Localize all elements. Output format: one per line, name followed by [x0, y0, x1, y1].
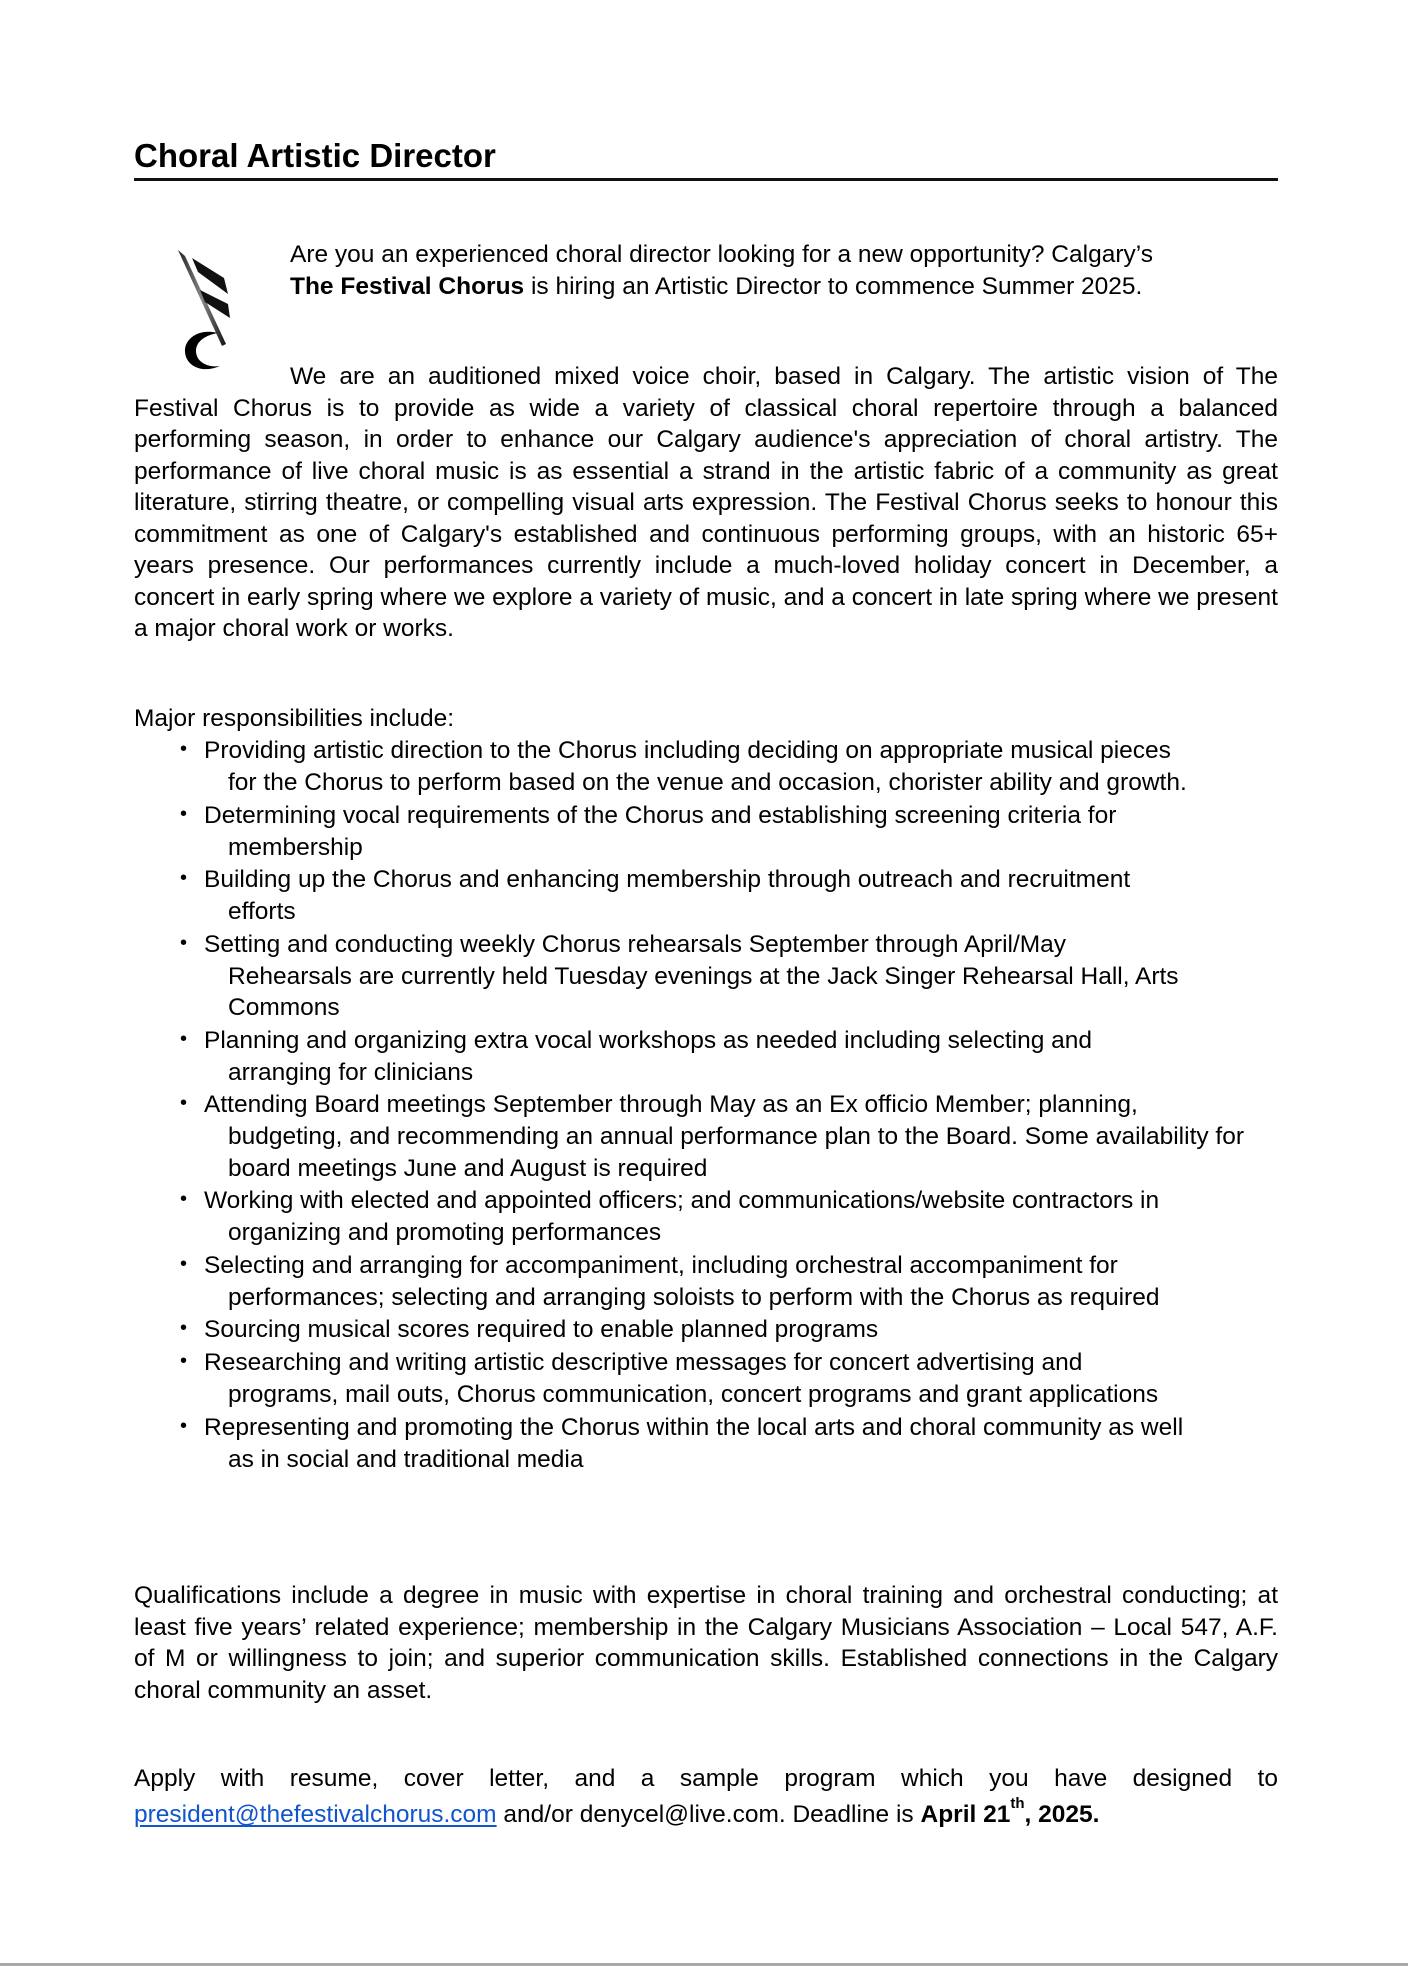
responsibilities-list	[180, 734, 1290, 1475]
bullet-icon: •	[180, 867, 188, 889]
list-item	[180, 1249, 1290, 1314]
about-paragraph: We are an auditioned mixed voice choir, based in Calgary. The artistic vision of The Festival Chorus is to provide as wide a variety of classical choral repertoire through a balanced performing season, in order to enhance our Calgary audience's appreciation of choral artistry. The performance of live choral music is as essential a strand in the artistic fabric of a community as great literature, stirring theatre, or compelling visual arts expression. The Festival Chorus seeks to honour this commitment as one of Calgary's established and continuous performing groups, with an historic 65+ years presence. Our performances currently include a much-loved holiday concert in December, a concert in early spring where we explore a variety of music, and a concert in late spring where we present a major choral work or works.	[134, 363, 1278, 642]
list-item-continuation: programs, mail outs, Chorus communication, concert programs and grant applications	[228, 1381, 1159, 1408]
list-item-text: Attending Board meetings September through May as an Ex officio Member; planning,	[204, 1091, 1138, 1118]
intro-text-1: Are you an experienced choral director looking for a new opportunity? Calgary’s	[290, 241, 1153, 268]
apply-paragraph	[134, 1762, 1278, 1835]
list-item-text: Planning and organizing extra vocal workshops as needed including selecting and	[204, 1026, 1093, 1054]
list-item	[180, 863, 1290, 928]
list-item-continuation: performances; selecting and arranging soloists to perform with the Chorus as required	[228, 1283, 1160, 1311]
list-item-continuation: membership	[228, 833, 363, 861]
list-item-continuation: for the Chorus to perform based on the venue and occasion, chorister ability and growth.	[228, 769, 1187, 796]
bullet-icon: •	[180, 1317, 188, 1339]
title-underline-divider	[134, 178, 1278, 181]
intro-paragraph	[290, 239, 1280, 302]
list-item-continuation: efforts	[228, 898, 296, 925]
bullet-icon: •	[180, 802, 188, 825]
deadline-date-ordinal: th	[1010, 1795, 1025, 1812]
bullet-icon: •	[180, 931, 188, 954]
list-item-continuation: budgeting, and recommending an annual performance plan to the Board. Some availability for board meetings June and August is required	[228, 1123, 1245, 1182]
intro-text-2: is hiring an Artistic Director to commence Summer 2025.	[524, 272, 1143, 300]
deadline-date-year: , 2025.	[1024, 1801, 1100, 1828]
list-item-text: Determining vocal requirements of the Chorus and establishing screening criteria for	[204, 801, 1117, 829]
qualifications-paragraph: Qualifications include a degree in music with expertise in choral training and orchestral conducting; at least five years’ related experience; membership in the Calgary Musicians Association – Local 547, A.F. of M or willingness to join; and superior communication skills. Established connections in the Calgary choral community an asset.	[134, 1582, 1278, 1704]
list-item	[180, 799, 1290, 864]
apply-text-between: and/or denycel@live.com. Deadline is	[496, 1801, 921, 1828]
bullet-icon: •	[180, 1027, 188, 1050]
bullet-icon: •	[180, 1350, 188, 1372]
president-email-link[interactable]: president@thefestivalchorus.com	[134, 1801, 497, 1828]
apply-text-line2	[134, 1795, 1278, 1835]
list-item	[180, 928, 1290, 1024]
list-item-continuation: organizing and promoting performances	[228, 1219, 662, 1246]
list-item	[180, 1088, 1290, 1184]
list-item-text: Sourcing musical scores required to enable planned programs	[204, 1316, 879, 1343]
list-item-text: Researching and writing artistic descriptive messages for concert advertising and	[204, 1349, 1083, 1376]
bullet-icon: •	[180, 738, 188, 760]
deadline-date	[920, 1795, 1100, 1828]
bullet-icon: •	[180, 1188, 188, 1210]
list-item-continuation: Rehearsals are currently held Tuesday evenings at the Jack Singer Rehearsal Hall, Arts Commons	[228, 962, 1179, 1021]
list-item	[180, 1184, 1290, 1249]
list-item	[180, 1411, 1290, 1476]
list-item	[180, 1346, 1290, 1411]
list-item-text: Working with elected and appointed officers; and communications/website contractors in	[204, 1187, 1160, 1214]
bullet-icon: •	[180, 1252, 188, 1275]
list-item-text: Providing artistic direction to the Chorus including deciding on appropriate musical pieces	[204, 737, 1171, 764]
responsibilities-heading: Major responsibilities include:	[134, 705, 455, 732]
bullet-icon: •	[180, 1414, 188, 1437]
bullet-icon: •	[180, 1092, 188, 1114]
list-item-text: Selecting and arranging for accompaniment, including orchestral accompaniment for	[204, 1251, 1118, 1279]
list-item-continuation: arranging for clinicians	[228, 1058, 474, 1086]
apply-text-line1: Apply with resume, cover letter, and a sample program which you have designed to	[134, 1765, 1278, 1792]
list-item-text: Building up the Chorus and enhancing membership through outreach and recruitment	[204, 866, 1131, 893]
list-item-text: Representing and promoting the Chorus within the local arts and choral community as well	[204, 1413, 1184, 1441]
list-item	[180, 734, 1290, 799]
organization-name: The Festival Chorus	[290, 272, 525, 300]
page-title: Choral Artistic Director	[134, 137, 496, 174]
deadline-date-day: April 21	[920, 1801, 1011, 1828]
list-item-continuation: as in social and traditional media	[228, 1445, 584, 1473]
list-item	[180, 1313, 1290, 1346]
list-item-text: Setting and conducting weekly Chorus rehearsals September through April/May	[204, 930, 1067, 958]
list-item	[180, 1024, 1290, 1089]
